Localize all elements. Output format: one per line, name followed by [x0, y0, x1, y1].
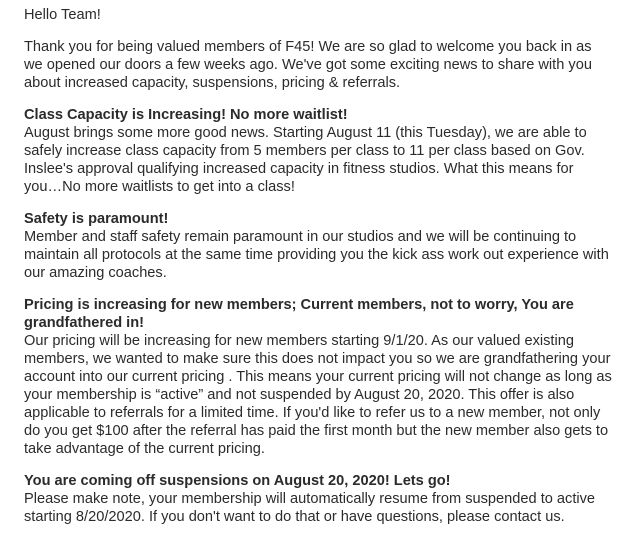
section-heading: You are coming off suspensions on August 20, 2020! Lets go! — [24, 473, 451, 489]
section-pricing — [24, 296, 614, 458]
section-heading: Safety is paramount! — [24, 211, 169, 227]
section-suspensions — [24, 472, 614, 526]
section-body: Our pricing will be increasing for new members starting 9/1/20. As our valued existing members, we wanted to make sure this does not impact you so we are grandfathering your account into our current pricing . This means your current pricing will not change as long as your membership is “active” and not suspended by August 20, 2020. This offer is also applicable to referrals for a limited time. If you'd like to refer us to a new member, not only do you get $100 after the referral has paid the first month but the new member also gets to take advantage of the current pricing. — [24, 333, 612, 457]
section-heading: Pricing is increasing for new members; Current members, not to worry, You are grandfathered in! — [24, 297, 574, 331]
section-class-capacity — [24, 106, 614, 196]
intro-paragraph: Thank you for being valued members of F45! We are so glad to welcome you back in as we opened our doors a few weeks ago. We've got some exciting news to share with you about increased capacity, suspensions, pricing & referrals. — [24, 39, 592, 91]
greeting: Hello Team! — [24, 7, 101, 23]
section-body: Member and staff safety remain paramount in our studios and we will be continuing to maintain all protocols at the same time providing you the kick ass work out experience with our amazing coaches. — [24, 229, 609, 281]
section-body: August brings some more good news. Starting August 11 (this Tuesday), we are able to safely increase class capacity from 5 members per class to 11 per class based on Gov. Inslee's approval qualifying increased capacity in fitness studios. What this means for you…No more waitlists to get into a class! — [24, 125, 587, 195]
section-safety — [24, 210, 614, 282]
section-heading: Class Capacity is Increasing! No more waitlist! — [24, 107, 348, 123]
section-body: Please make note, your membership will automatically resume from suspended to active starting 8/20/2020. If you don't want to do that or have questions, please contact us. — [24, 491, 596, 525]
